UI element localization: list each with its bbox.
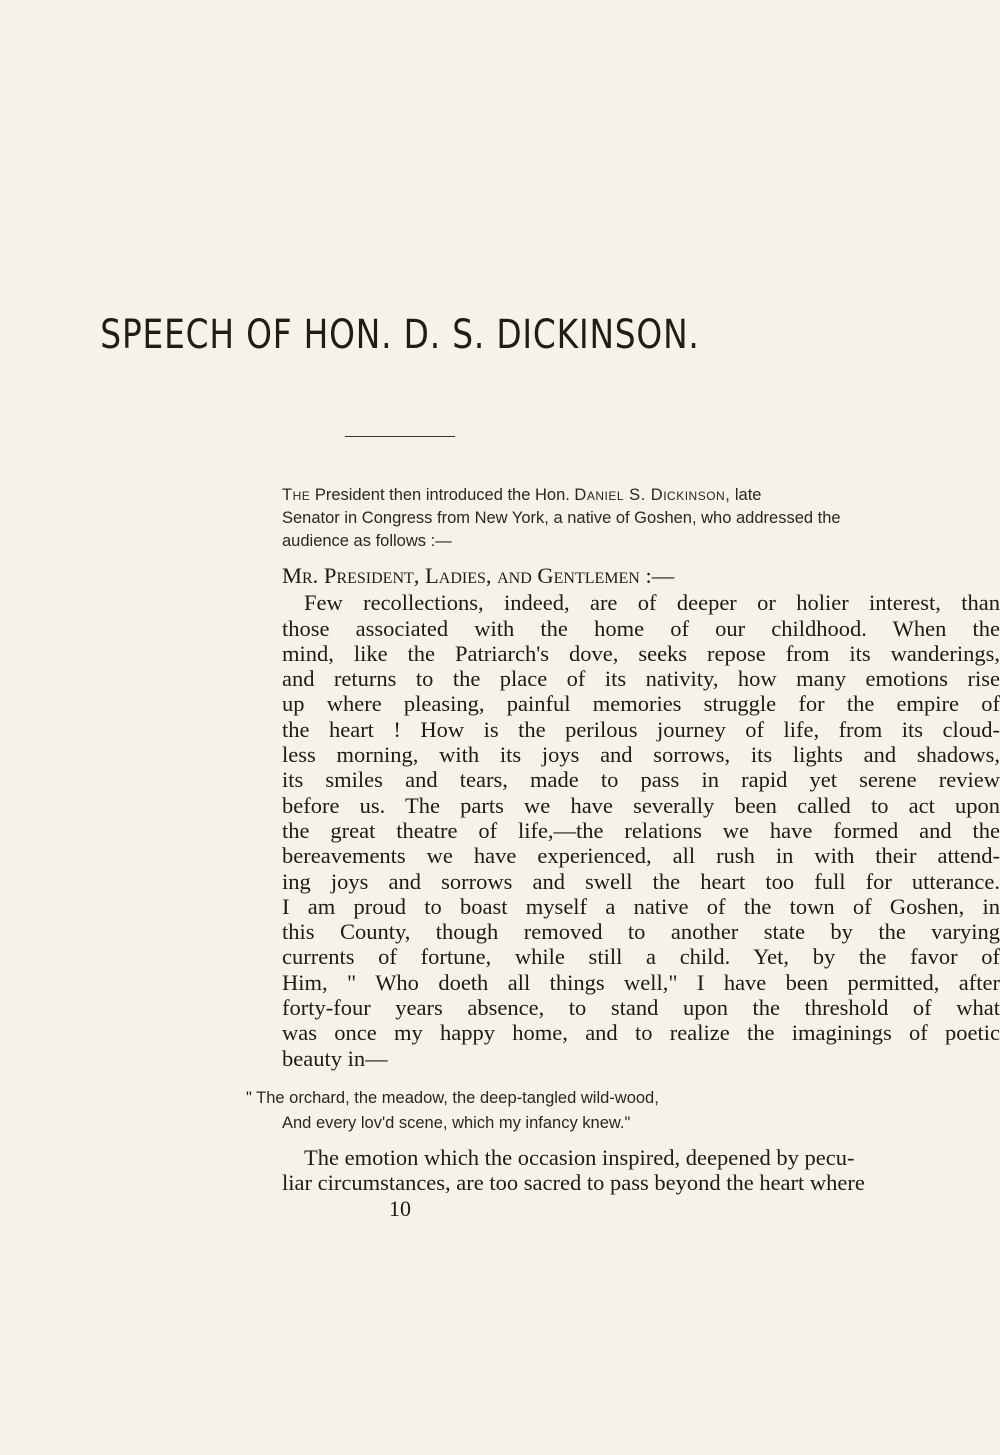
title-divider [345,436,455,437]
paragraph-line: beauty in— [282,1045,388,1071]
speaker-name: Daniel S. Dickinson, [574,486,731,504]
intro-text: audience as follows :— [282,532,452,550]
closing-line: The emotion which the occasion inspired, deepened by pecu- [304,1145,855,1170]
closing-paragraph [282,1145,1000,1196]
page-title: SPEECH OF HON. D. S. DICKINSON. [100,312,700,358]
speech-body [282,563,1000,1071]
paragraph-line: the heart ! How is the perilous journey of life, from its cloud- [282,716,1000,742]
intro-text-tail: late [730,486,762,504]
paragraph-line: and returns to the place of its nativity, how many emotions rise [282,666,1000,692]
intro-text: Senator in Congress from New York, a native of Goshen, who addressed the [282,509,841,527]
paragraph-line: bereavements we have experienced, all rush in with their attend- [282,843,1000,869]
paragraph-line: this County, though removed to another state by the varying [282,919,1000,945]
quote-line: And every lov'd scene, which my infancy knew." [282,1114,631,1132]
intro-line [282,507,1000,530]
paragraph-line: Few recollections, indeed, are of deeper or holier interest, than [304,590,1000,616]
paragraph-line: less morning, with its joys and sorrows, its lights and shadows, [282,742,1000,768]
quote-line: " The orchard, the meadow, the deep-tangled wild-wood, [246,1089,659,1107]
intro-line [282,530,1000,553]
page-number: 10 [389,1196,411,1221]
paragraph-line: up where pleasing, painful memories struggle for the empire of [282,691,1000,717]
intro-lead-word: The [282,486,311,504]
paragraph-line: forty-four years absence, to stand upon the threshold of what [282,995,1000,1021]
salutation: Mr. President, Ladies, and Gentlemen :— [282,563,675,588]
paragraph-line: those associated with the home of our childhood. When the [282,615,1000,641]
paragraph-line: ing joys and sorrows and swell the heart too full for utterance. [282,868,1000,894]
paragraph-line: before us. The parts we have severally been called to act upon [282,792,1000,818]
intro-paragraph [282,484,1000,553]
paragraph-line: was once my happy home, and to realize the imaginings of poetic [282,1020,1000,1046]
paragraph-line: the great theatre of life,—the relations we have formed and the [282,817,1000,843]
paragraph-line: mind, like the Patriarch's dove, seeks repose from its wanderings, [282,640,1000,666]
paragraph-line: currents of fortune, while still a child. Yet, by the favor of [282,944,1000,970]
closing-line: liar circumstances, are too sacred to pass beyond the heart where [282,1170,865,1196]
intro-text: President then introduced the Hon. [310,486,575,504]
poetry-quote [0,1086,800,1136]
paragraph-line: Him, " Who doeth all things well," I have been permitted, after [282,969,1000,995]
intro-line [282,484,1000,507]
paragraph-line: its smiles and tears, made to pass in rapid yet serene review [282,767,1000,793]
paragraph-line: I am proud to boast myself a native of the town of Goshen, in [282,893,1000,919]
